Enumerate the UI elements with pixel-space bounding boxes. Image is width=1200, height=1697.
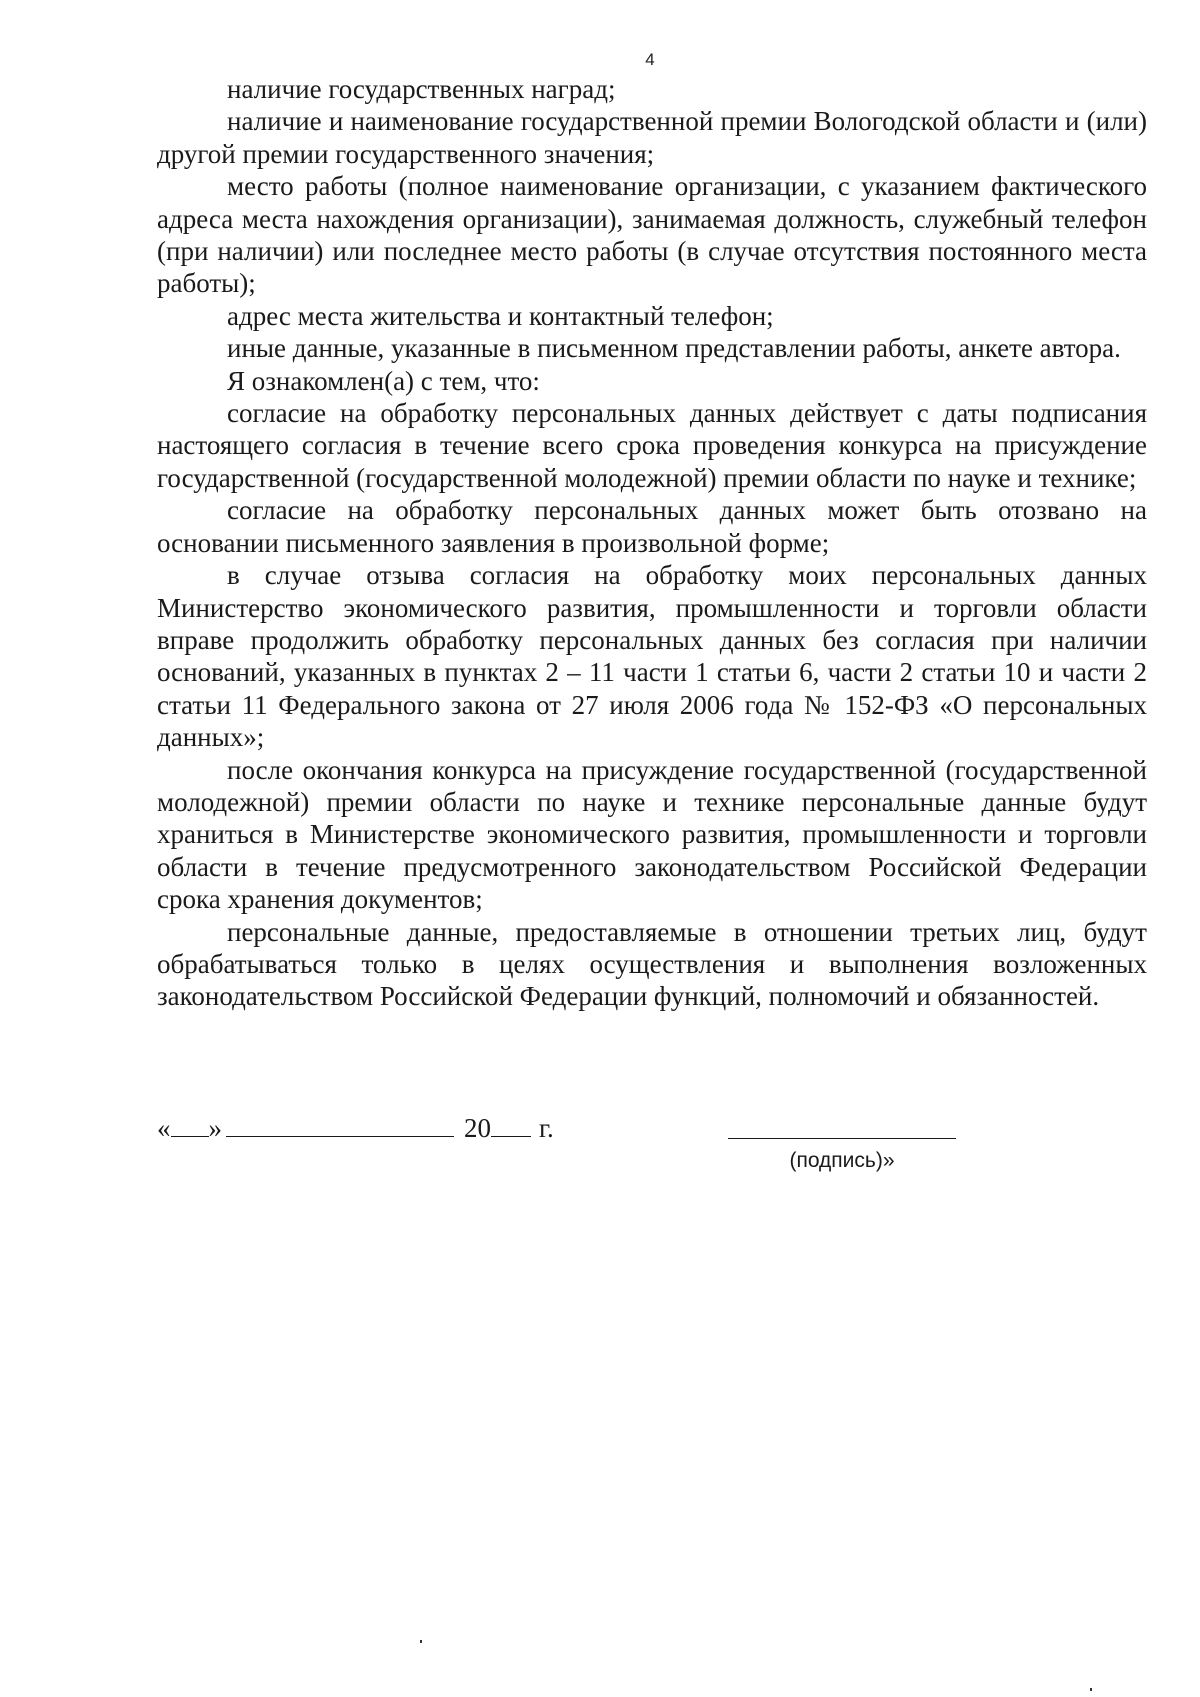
paragraph: иные данные, указанные в письменном представлении работы, анкете автора. [227,333,1121,364]
signature-line [728,1138,956,1139]
paragraph: адрес места жительства и контактный телефон; [227,300,774,331]
scan-speck [1090,1688,1092,1691]
date-close-quote: » [208,1113,222,1143]
paragraph: место работы (полное наименование организации, с указанием фактического адреса места нахождения организации), занимаемая должность, служебный телефон (при наличии) или последнее место работы (в случае отсутствия постоянного места работы); [157,171,1147,299]
paragraph: наличие государственных наград; [227,74,616,104]
paragraph: наличие и наименование государственной премии Вологодской области и (или) другой премии государственного значения; [157,106,1147,169]
paragraph: согласие на обработку персональных данных действует с даты подписания настоящего согласия в течение всего срока проведения конкурса на присуждение государственной (государственной молодежной) премии области по науке и технике; [157,398,1147,493]
month-blank [226,1110,454,1137]
page-number: 4 [645,50,655,69]
signature-caption: (подпись)» [789,1149,895,1172]
document-body [157,73,1147,1013]
year-blank [491,1110,531,1137]
day-blank [171,1110,209,1137]
paragraph: согласие на обработку персональных данных может быть отозвано на основании письменного заявления в произвольной форме; [157,495,1147,558]
date-open-quote: « [157,1113,171,1143]
scan-speck [420,1640,422,1643]
year-suffix: г. [539,1113,554,1143]
paragraph: в случае отзыва согласия на обработку моих персональных данных Министерство экономического развития, промышленности и торговли области вправе продолжить обработку персональных данных без согласия при наличии оснований, указанных в пунктах 2 – 11 части 1 статьи 6, части 2 статьи 10 и части 2 статьи 11 Федерального закона от 27 июля 2006 года № 152-ФЗ «О персональных данных»; [157,560,1147,753]
paragraph: персональные данные, предоставляемые в отношении третьих лиц, будут обрабатываться только в целях осуществления и выполнения возложенных законодательством Российской Федерации функций, полномочий и обязанностей. [157,916,1147,1012]
paragraph: Я ознакомлен(а) с тем, что: [227,365,540,396]
paragraph: после окончания конкурса на присуждение государственной (государственной молодежной) премии области по науке и технике персональные данные будут храниться в Министерстве экономического развития, промышленности и торговли области в течение предусмотренного законодательством Российской Федерации срока хранения документов; [157,754,1147,915]
date-field [157,1110,554,1144]
year-prefix: 20 [464,1113,491,1143]
